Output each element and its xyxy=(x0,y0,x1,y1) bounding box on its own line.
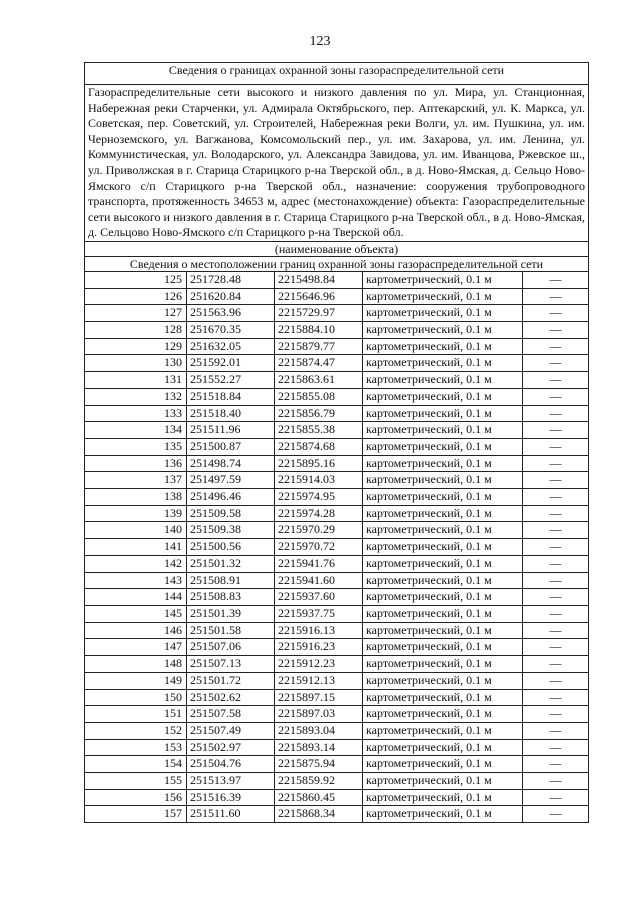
point-number-cell: 134 xyxy=(85,422,187,439)
coordinate-x-cell: 251620.84 xyxy=(187,288,275,305)
coordinate-x-cell: 251507.49 xyxy=(187,722,275,739)
point-description-cell: — xyxy=(523,656,589,673)
method-accuracy-cell: картометрический, 0.1 м xyxy=(363,672,523,689)
point-description-cell: — xyxy=(523,505,589,522)
point-description-cell: — xyxy=(523,355,589,372)
coordinate-x-cell: 251511.96 xyxy=(187,422,275,439)
coordinate-y-cell: 2215868.34 xyxy=(275,806,363,823)
method-accuracy-cell: картометрический, 0.1 м xyxy=(363,438,523,455)
table-row xyxy=(85,372,589,389)
object-name-label: (наименование объекта) xyxy=(85,241,589,256)
method-accuracy-cell: картометрический, 0.1 м xyxy=(363,622,523,639)
point-number-cell: 135 xyxy=(85,438,187,455)
coordinate-y-cell: 2215874.68 xyxy=(275,438,363,455)
coordinate-y-cell: 2215912.13 xyxy=(275,672,363,689)
point-number-cell: 126 xyxy=(85,288,187,305)
coordinate-x-cell: 251592.01 xyxy=(187,355,275,372)
table-row xyxy=(85,739,589,756)
point-description-cell: — xyxy=(523,689,589,706)
point-description-cell: — xyxy=(523,288,589,305)
coordinate-y-cell: 2215937.75 xyxy=(275,606,363,623)
table-row xyxy=(85,472,589,489)
coordinate-y-cell: 2215893.04 xyxy=(275,722,363,739)
coordinate-y-cell: 2215879.77 xyxy=(275,338,363,355)
point-number-cell: 143 xyxy=(85,572,187,589)
table-row xyxy=(85,405,589,422)
method-accuracy-cell: картометрический, 0.1 м xyxy=(363,489,523,506)
point-description-cell: — xyxy=(523,438,589,455)
table-row xyxy=(85,539,589,556)
point-description-cell: — xyxy=(523,422,589,439)
method-accuracy-cell: картометрический, 0.1 м xyxy=(363,305,523,322)
method-accuracy-cell: картометрический, 0.1 м xyxy=(363,606,523,623)
point-number-cell: 136 xyxy=(85,455,187,472)
table-row xyxy=(85,756,589,773)
method-accuracy-cell: картометрический, 0.1 м xyxy=(363,722,523,739)
method-accuracy-cell: картометрический, 0.1 м xyxy=(363,288,523,305)
coordinate-y-cell: 2215855.38 xyxy=(275,422,363,439)
table-row xyxy=(85,572,589,589)
table-row xyxy=(85,455,589,472)
table-row xyxy=(85,672,589,689)
method-accuracy-cell: картометрический, 0.1 м xyxy=(363,555,523,572)
point-number-cell: 133 xyxy=(85,405,187,422)
coordinate-x-cell: 251518.84 xyxy=(187,388,275,405)
coordinate-x-cell: 251501.58 xyxy=(187,622,275,639)
method-accuracy-cell: картометрический, 0.1 м xyxy=(363,572,523,589)
coordinate-y-cell: 2215874.47 xyxy=(275,355,363,372)
table-row xyxy=(85,639,589,656)
point-number-cell: 154 xyxy=(85,756,187,773)
point-number-cell: 149 xyxy=(85,672,187,689)
method-accuracy-cell: картометрический, 0.1 м xyxy=(363,639,523,656)
point-description-cell: — xyxy=(523,639,589,656)
coordinate-x-cell: 251518.40 xyxy=(187,405,275,422)
method-accuracy-cell: картометрический, 0.1 м xyxy=(363,355,523,372)
object-description: Газораспределительные сети высокого и низкого давления по ул. Мира, ул. Станционная, Набережная реки Старченки, ул. Адмирала Октябрьского, пер. Аптекарский, ул. К. Маркса, ул. Советская, пер. Советский, ул. Строителей, Набережная реки Волги, ул. им. Пушкина, ул. им. Черноземского, ул. Вагжанова, Комсомольский пер., ул. им. Захарова, ул. им. Ленина, ул. Коммунистическая, ул. Володарского, ул. Александра Завидова, ул. им. Иванцова, Ржевское ш., ул. Приволжская в г. Старица Старицкого р-на Тверской обл., в д. Ново-Ямская, д. Сельцо Ново-Ямского с/п Старицкого р-на Тверской обл., назначение: сооружения трубопроводного транспорта, протяженность 34653 м, адрес (местонахождение) объекта: Газораспределительные сети высокого и низкого давления в г. Старица Старицкого р-на Тверской обл., в д. Ново-Ямская, д. Сельцово Ново-Ямского с/п Старицкого р-на Тверской обл. xyxy=(85,85,589,242)
coordinate-y-cell: 2215855.08 xyxy=(275,388,363,405)
point-number-cell: 150 xyxy=(85,689,187,706)
zone-info-table xyxy=(84,62,589,823)
table-row xyxy=(85,706,589,723)
point-description-cell: — xyxy=(523,572,589,589)
coordinate-y-cell: 2215974.28 xyxy=(275,505,363,522)
method-accuracy-cell: картометрический, 0.1 м xyxy=(363,322,523,339)
method-accuracy-cell: картометрический, 0.1 м xyxy=(363,539,523,556)
point-number-cell: 137 xyxy=(85,472,187,489)
method-accuracy-cell: картометрический, 0.1 м xyxy=(363,405,523,422)
coordinate-y-cell: 2215897.15 xyxy=(275,689,363,706)
coordinate-x-cell: 251502.62 xyxy=(187,689,275,706)
point-number-cell: 125 xyxy=(85,271,187,288)
point-description-cell: — xyxy=(523,555,589,572)
table-row xyxy=(85,656,589,673)
point-number-cell: 138 xyxy=(85,489,187,506)
table-row xyxy=(85,355,589,372)
table-row xyxy=(85,773,589,790)
point-description-cell: — xyxy=(523,405,589,422)
coordinate-x-cell: 251632.05 xyxy=(187,338,275,355)
table-row xyxy=(85,606,589,623)
method-accuracy-cell: картометрический, 0.1 м xyxy=(363,472,523,489)
point-description-cell: — xyxy=(523,789,589,806)
coordinate-y-cell: 2215895.16 xyxy=(275,455,363,472)
coordinate-y-cell: 2215970.29 xyxy=(275,522,363,539)
coordinate-y-cell: 2215916.23 xyxy=(275,639,363,656)
page-number: 123 xyxy=(309,34,331,49)
point-description-cell: — xyxy=(523,606,589,623)
coordinate-x-cell: 251500.56 xyxy=(187,539,275,556)
point-number-cell: 142 xyxy=(85,555,187,572)
coordinate-y-cell: 2215974.95 xyxy=(275,489,363,506)
point-number-cell: 157 xyxy=(85,806,187,823)
coordinate-y-cell: 2215863.61 xyxy=(275,372,363,389)
point-description-cell: — xyxy=(523,322,589,339)
table-row xyxy=(85,622,589,639)
coordinate-y-cell: 2215937.60 xyxy=(275,589,363,606)
point-description-cell: — xyxy=(523,472,589,489)
table-row xyxy=(85,489,589,506)
table-row xyxy=(85,288,589,305)
method-accuracy-cell: картометрический, 0.1 м xyxy=(363,388,523,405)
section-title: Сведения о местоположении границ охранной зоны газораспределительной сети xyxy=(85,256,589,271)
coordinate-x-cell: 251513.97 xyxy=(187,773,275,790)
method-accuracy-cell: картометрический, 0.1 м xyxy=(363,789,523,806)
table-row xyxy=(85,505,589,522)
coordinate-x-cell: 251728.48 xyxy=(187,271,275,288)
coordinate-y-cell: 2215646.96 xyxy=(275,288,363,305)
point-description-cell: — xyxy=(523,372,589,389)
point-number-cell: 146 xyxy=(85,622,187,639)
coordinate-y-cell: 2215914.03 xyxy=(275,472,363,489)
table-row xyxy=(85,555,589,572)
method-accuracy-cell: картометрический, 0.1 м xyxy=(363,739,523,756)
coordinate-x-cell: 251509.38 xyxy=(187,522,275,539)
table-row xyxy=(85,589,589,606)
table-row xyxy=(85,271,589,288)
point-description-cell: — xyxy=(523,706,589,723)
table-row xyxy=(85,322,589,339)
point-description-cell: — xyxy=(523,672,589,689)
point-description-cell: — xyxy=(523,722,589,739)
point-description-cell: — xyxy=(523,305,589,322)
method-accuracy-cell: картометрический, 0.1 м xyxy=(363,505,523,522)
coordinate-x-cell: 251563.96 xyxy=(187,305,275,322)
point-description-cell: — xyxy=(523,271,589,288)
coordinate-x-cell: 251501.72 xyxy=(187,672,275,689)
table-row xyxy=(85,438,589,455)
table-title: Сведения о границах охранной зоны газораспределительной сети xyxy=(85,63,589,85)
point-number-cell: 151 xyxy=(85,706,187,723)
method-accuracy-cell: картометрический, 0.1 м xyxy=(363,455,523,472)
method-accuracy-cell: картометрический, 0.1 м xyxy=(363,656,523,673)
table-row xyxy=(85,789,589,806)
point-number-cell: 130 xyxy=(85,355,187,372)
coordinate-x-cell: 251502.97 xyxy=(187,739,275,756)
coordinate-x-cell: 251670.35 xyxy=(187,322,275,339)
coordinate-y-cell: 2215893.14 xyxy=(275,739,363,756)
point-number-cell: 153 xyxy=(85,739,187,756)
coordinate-x-cell: 251552.27 xyxy=(187,372,275,389)
table-row xyxy=(85,338,589,355)
coordinate-y-cell: 2215860.45 xyxy=(275,789,363,806)
table-row xyxy=(85,422,589,439)
coordinate-y-cell: 2215897.03 xyxy=(275,706,363,723)
method-accuracy-cell: картометрический, 0.1 м xyxy=(363,773,523,790)
coordinate-x-cell: 251501.39 xyxy=(187,606,275,623)
coordinate-x-cell: 251507.06 xyxy=(187,639,275,656)
coordinate-y-cell: 2215970.72 xyxy=(275,539,363,556)
coordinate-x-cell: 251516.39 xyxy=(187,789,275,806)
table-row xyxy=(85,806,589,823)
point-description-cell: — xyxy=(523,338,589,355)
point-description-cell: — xyxy=(523,589,589,606)
coordinate-y-cell: 2215916.13 xyxy=(275,622,363,639)
coordinate-x-cell: 251496.46 xyxy=(187,489,275,506)
method-accuracy-cell: картометрический, 0.1 м xyxy=(363,372,523,389)
coordinate-x-cell: 251507.58 xyxy=(187,706,275,723)
point-description-cell: — xyxy=(523,539,589,556)
point-number-cell: 132 xyxy=(85,388,187,405)
point-number-cell: 131 xyxy=(85,372,187,389)
point-description-cell: — xyxy=(523,773,589,790)
point-number-cell: 127 xyxy=(85,305,187,322)
method-accuracy-cell: картометрический, 0.1 м xyxy=(363,706,523,723)
coordinate-y-cell: 2215941.76 xyxy=(275,555,363,572)
point-number-cell: 147 xyxy=(85,639,187,656)
coordinate-x-cell: 251508.91 xyxy=(187,572,275,589)
method-accuracy-cell: картометрический, 0.1 м xyxy=(363,689,523,706)
method-accuracy-cell: картометрический, 0.1 м xyxy=(363,756,523,773)
point-number-cell: 128 xyxy=(85,322,187,339)
point-number-cell: 140 xyxy=(85,522,187,539)
coordinate-y-cell: 2215859.92 xyxy=(275,773,363,790)
coordinate-x-cell: 251501.32 xyxy=(187,555,275,572)
point-description-cell: — xyxy=(523,622,589,639)
point-description-cell: — xyxy=(523,806,589,823)
point-description-cell: — xyxy=(523,489,589,506)
point-number-cell: 156 xyxy=(85,789,187,806)
method-accuracy-cell: картометрический, 0.1 м xyxy=(363,806,523,823)
coordinate-y-cell: 2215884.10 xyxy=(275,322,363,339)
method-accuracy-cell: картометрический, 0.1 м xyxy=(363,338,523,355)
point-number-cell: 129 xyxy=(85,338,187,355)
coordinate-x-cell: 251509.58 xyxy=(187,505,275,522)
point-number-cell: 144 xyxy=(85,589,187,606)
coordinate-x-cell: 251498.74 xyxy=(187,455,275,472)
coordinate-y-cell: 2215856.79 xyxy=(275,405,363,422)
table-row xyxy=(85,722,589,739)
coordinate-x-cell: 251508.83 xyxy=(187,589,275,606)
point-description-cell: — xyxy=(523,455,589,472)
table-row xyxy=(85,305,589,322)
coordinate-y-cell: 2215498.84 xyxy=(275,271,363,288)
coordinate-x-cell: 251511.60 xyxy=(187,806,275,823)
coordinate-y-cell: 2215941.60 xyxy=(275,572,363,589)
point-number-cell: 148 xyxy=(85,656,187,673)
point-number-cell: 145 xyxy=(85,606,187,623)
method-accuracy-cell: картометрический, 0.1 м xyxy=(363,589,523,606)
table-row xyxy=(85,388,589,405)
point-number-cell: 155 xyxy=(85,773,187,790)
point-number-cell: 152 xyxy=(85,722,187,739)
point-description-cell: — xyxy=(523,739,589,756)
table-row xyxy=(85,689,589,706)
table-row xyxy=(85,522,589,539)
coordinate-x-cell: 251497.59 xyxy=(187,472,275,489)
point-description-cell: — xyxy=(523,388,589,405)
coordinate-y-cell: 2215729.97 xyxy=(275,305,363,322)
method-accuracy-cell: картометрический, 0.1 м xyxy=(363,522,523,539)
coordinate-x-cell: 251500.87 xyxy=(187,438,275,455)
point-description-cell: — xyxy=(523,522,589,539)
coordinate-x-cell: 251507.13 xyxy=(187,656,275,673)
point-description-cell: — xyxy=(523,756,589,773)
coordinate-y-cell: 2215875.94 xyxy=(275,756,363,773)
method-accuracy-cell: картометрический, 0.1 м xyxy=(363,422,523,439)
method-accuracy-cell: картометрический, 0.1 м xyxy=(363,271,523,288)
point-number-cell: 141 xyxy=(85,539,187,556)
point-number-cell: 139 xyxy=(85,505,187,522)
coordinate-y-cell: 2215912.23 xyxy=(275,656,363,673)
coordinate-x-cell: 251504.76 xyxy=(187,756,275,773)
